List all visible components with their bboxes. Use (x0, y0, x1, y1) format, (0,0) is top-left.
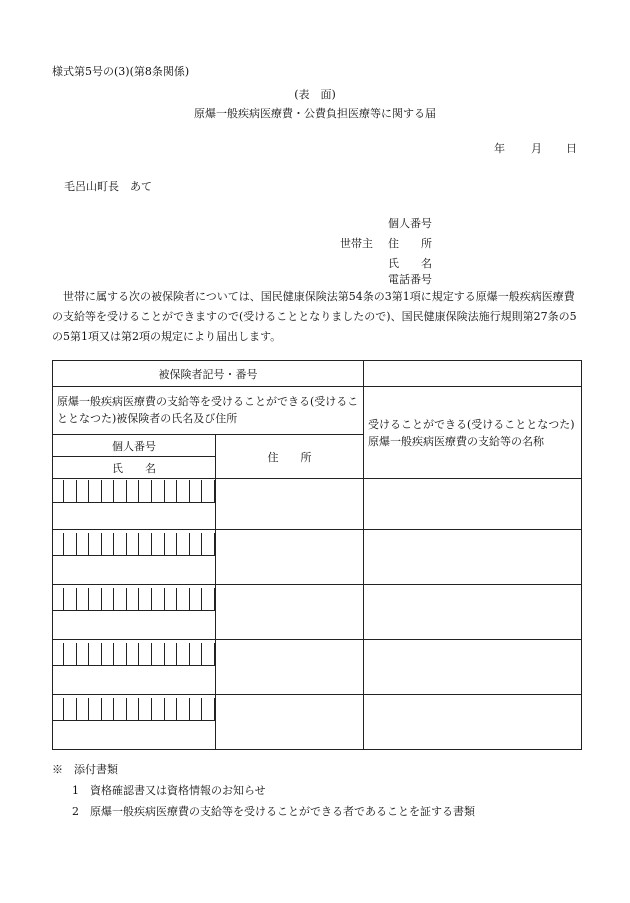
my-number-header: 個人番号 (53, 435, 216, 457)
insured-row (53, 530, 582, 585)
attachments-heading: ※ 添付書類 (52, 763, 118, 776)
name-input[interactable] (53, 720, 215, 746)
insured-row (53, 695, 582, 750)
address-header: 住 所 (216, 435, 364, 479)
document-title: 原爆一般疾病医療費・公費負担医療等に関する届 (194, 107, 436, 120)
name-input[interactable] (53, 502, 215, 528)
householder-my-number-label: 個人番号 (388, 217, 432, 230)
my-number-input[interactable] (53, 588, 215, 610)
insured-row (53, 640, 582, 695)
my-number-input[interactable] (53, 480, 215, 502)
insured-table (52, 360, 582, 750)
form-number: 様式第5号の(3)(第8条関係) (52, 65, 190, 78)
benefit-name-input[interactable] (364, 695, 582, 750)
my-number-input[interactable] (53, 533, 215, 555)
name-input[interactable] (53, 610, 215, 636)
name-header: 氏 名 (53, 457, 216, 479)
attachment-item: 1 資格確認書又は資格情報のお知らせ (72, 784, 266, 797)
benefit-name-input[interactable] (364, 640, 582, 695)
side-label: (表 面) (294, 88, 336, 101)
householder-name-label: 氏 名 (388, 257, 432, 270)
insured-symbol-header: 被保険者記号・番号 (53, 361, 364, 387)
address-input[interactable] (216, 695, 364, 750)
benefit-name-input[interactable] (364, 479, 582, 530)
address-input[interactable] (216, 640, 364, 695)
insured-symbol-input[interactable] (364, 361, 582, 387)
addressee: 毛呂山町長 あて (64, 180, 152, 193)
benefit-name-input[interactable] (364, 530, 582, 585)
address-input[interactable] (216, 530, 364, 585)
attachment-item: 2 原爆一般疾病医療費の支給等を受けることができる者であることを証する書類 (72, 805, 475, 818)
householder-label: 世帯主 (340, 237, 373, 250)
date-month-label: 月 (531, 142, 542, 155)
date-year-label: 年 (494, 142, 505, 155)
name-input[interactable] (53, 665, 215, 691)
insured-row (53, 479, 582, 530)
declaration-text: 世帯に属する次の被保険者については、国民健康保険法第54条の3第1項に規定する原爆一般疾病医療費の支給等を受けることができますので(受けることとなりましたので)、国民健康保険法施行規則第27条の5の5第1項又は第2項の規定により届出します。 (52, 290, 577, 343)
insured-info-header: 原爆一般疾病医療費の支給等を受けることができる(受けることとなつた)被保険者の氏名及び住所 (53, 387, 364, 435)
benefit-name-header: 受けることができる(受けることとなつた)原爆一般疾病医療費の支給等の名称 (364, 387, 582, 479)
address-input[interactable] (216, 479, 364, 530)
householder-address-label: 住 所 (388, 237, 432, 250)
attachments-section (52, 759, 475, 822)
my-number-input[interactable] (53, 643, 215, 665)
date-day-label: 日 (566, 142, 577, 155)
address-input[interactable] (216, 585, 364, 640)
benefit-name-input[interactable] (364, 585, 582, 640)
my-number-input[interactable] (53, 698, 215, 720)
insured-row (53, 585, 582, 640)
householder-phone-label: 電話番号 (388, 273, 432, 286)
name-input[interactable] (53, 555, 215, 581)
